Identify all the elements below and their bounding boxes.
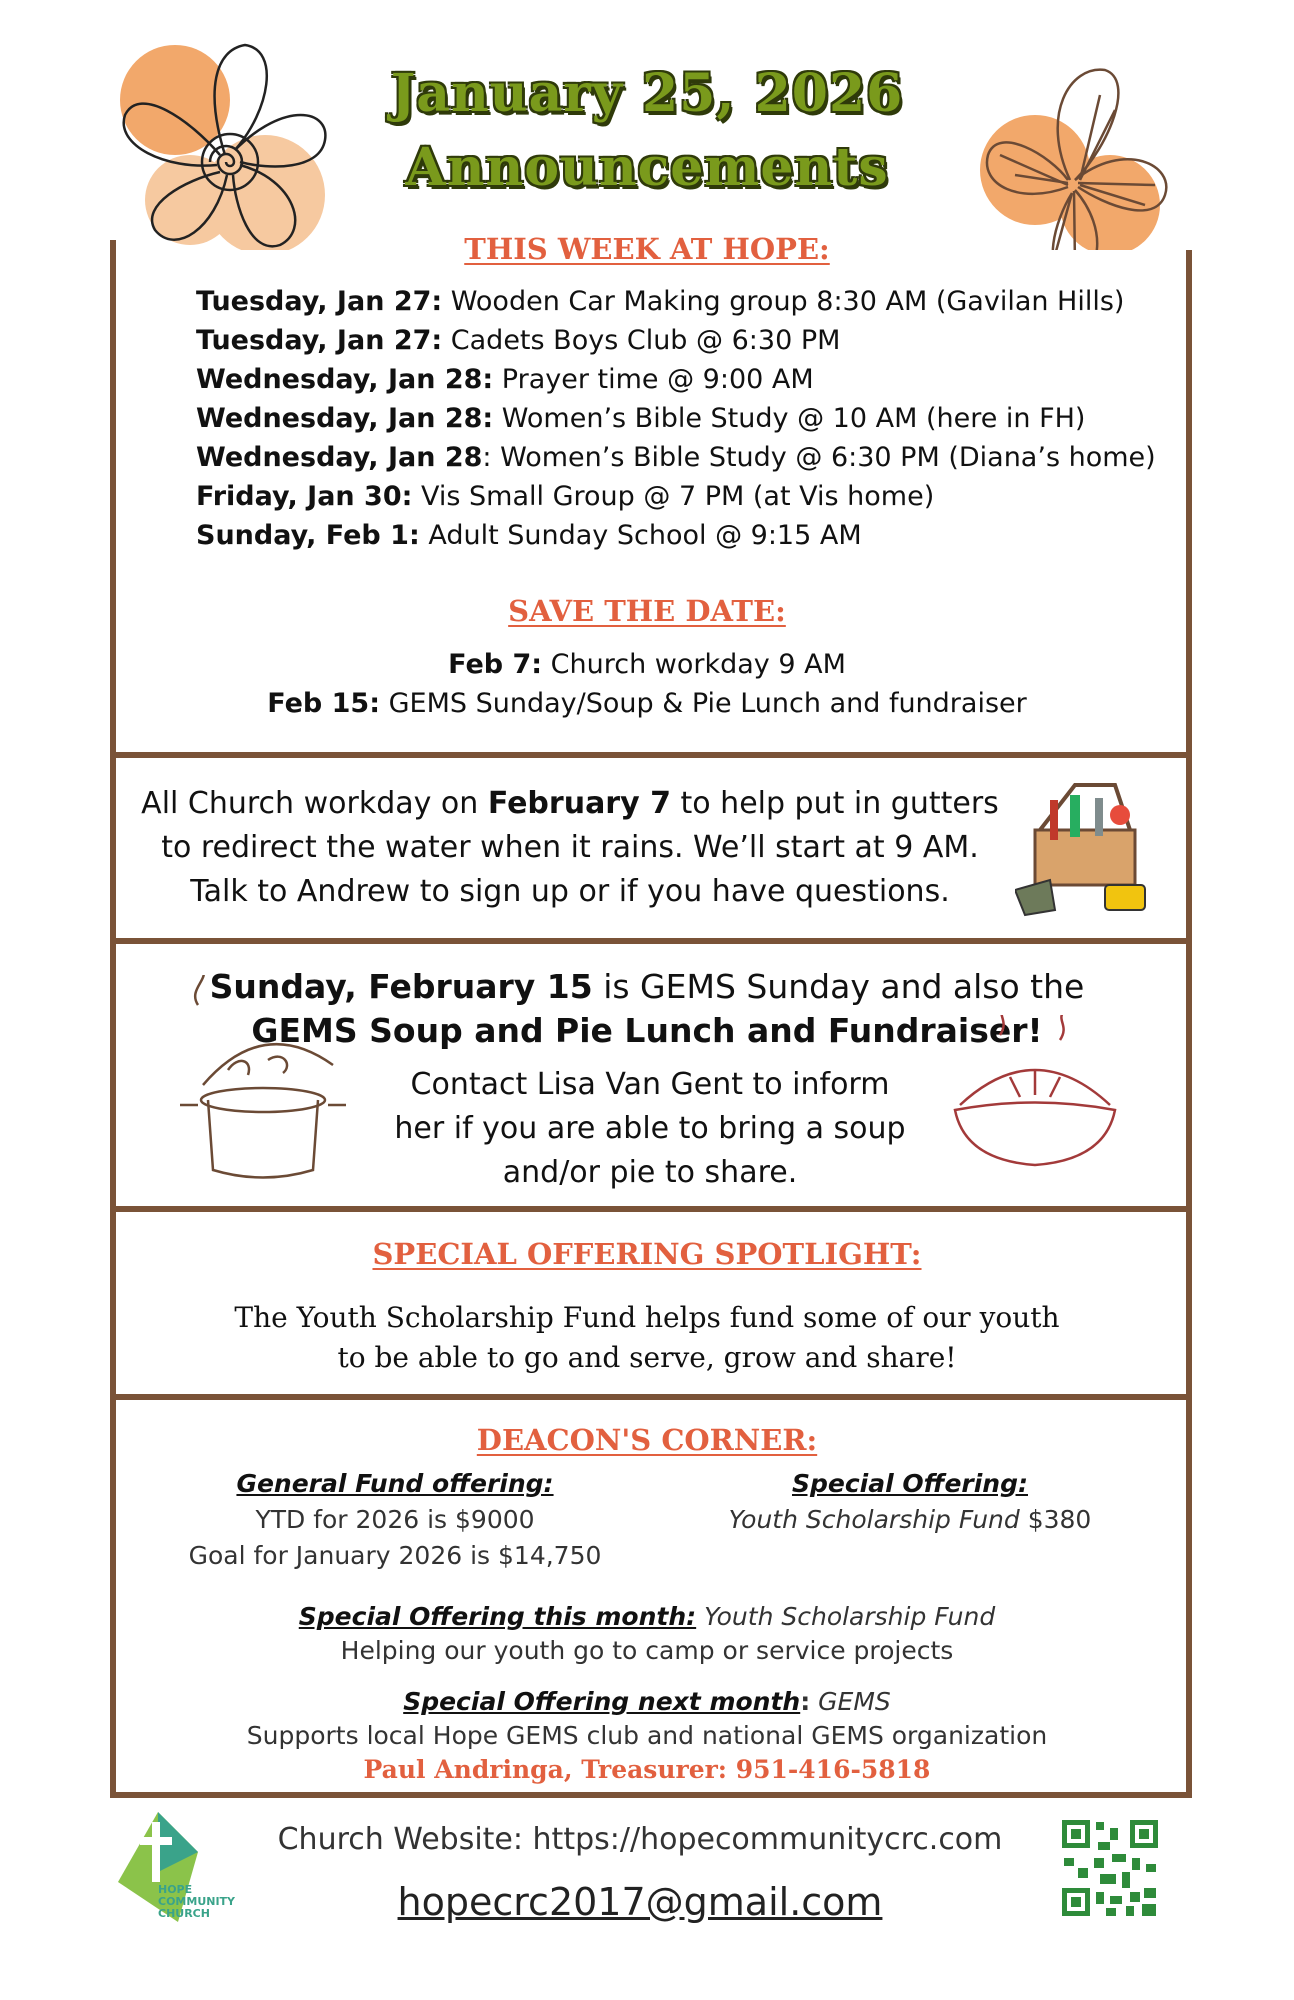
list-item: Feb 7: Church workday 9 AM [448, 649, 846, 680]
deacon-heading: DEACON'S CORNER: [476, 1423, 818, 1457]
list-item: Tuesday, Jan 27: Wooden Car Making group 8:30 AM (Gavilan Hills) [196, 286, 1125, 317]
save-the-date-heading: SAVE THE DATE: [508, 594, 786, 628]
gems-headline: Sunday, February 15 is GEMS Sunday and also the GEMS Soup and Pie Lunch and Fundraiser! [209, 967, 1085, 1050]
special-offering: Special Offering: Youth Scholarship Fund $380 [728, 1469, 1092, 1534]
soup-pot-icon [168, 975, 358, 1195]
church-logo: HOPE COMMUNITY CHURCH [118, 1812, 268, 1927]
list-item: Wednesday, Jan 28: Women’s Bible Study @ 6:30 PM (Diana’s home) [196, 442, 1156, 473]
next-month: Special Offering next month: GEMS Supports local Hope GEMS club and national GEMS organization [246, 1687, 1048, 1750]
list-item: Friday, Jan 30: Vis Small Group @ 7 PM (at Vis home) [196, 481, 935, 512]
toolbox-icon [1015, 770, 1165, 920]
list-item: Tuesday, Jan 27: Cadets Boys Club @ 6:30 PM [196, 325, 841, 356]
this-week-heading: THIS WEEK AT HOPE: [464, 232, 830, 266]
pie-icon [940, 1015, 1130, 1185]
title-announcements: Announcements [405, 137, 889, 198]
gems-contact: Contact Lisa Van Gent to inform her if you are able to bring a soup and/or pie to share. [394, 1067, 906, 1190]
website-link[interactable]: Church Website: https://hopecommunitycrc.com [277, 1822, 1003, 1857]
this-week-list [196, 282, 1156, 555]
spotlight-heading: SPECIAL OFFERING SPOTLIGHT: [372, 1237, 922, 1271]
qr-code-icon[interactable] [1060, 1818, 1160, 1918]
this-month: Special Offering this month: Youth Scholarship Fund Helping our youth go to camp or service projects [298, 1602, 996, 1665]
save-the-date-list [0, 645, 1294, 723]
spotlight-text: The Youth Scholarship Fund helps fund some of our youth to be able to go and serve, grow and share! [234, 1301, 1060, 1374]
title-date: January 25, 2026 [390, 63, 904, 124]
list-item: Feb 15: GEMS Sunday/Soup & Pie Lunch and fundraiser [267, 688, 1027, 719]
email-link[interactable]: hopecrc2017@gmail.com [397, 1880, 883, 1924]
list-item: Sunday, Feb 1: Adult Sunday School @ 9:15 AM [196, 520, 862, 551]
general-fund: General Fund offering: YTD for 2026 is $9000 Goal for January 2026 is $14,750 [188, 1469, 602, 1570]
treasurer: Paul Andringa, Treasurer: 951-416-5818 [363, 1755, 931, 1784]
workday-text: All Church workday on February 7 to help put in gutters to redirect the water when it rains. We’ll start at 9 AM. Talk to Andrew to sign up or if you have questions. [141, 786, 999, 909]
list-item: Wednesday, Jan 28: Prayer time @ 9:00 AM [196, 364, 814, 395]
list-item: Wednesday, Jan 28: Women’s Bible Study @ 10 AM (here in FH) [196, 403, 1086, 434]
